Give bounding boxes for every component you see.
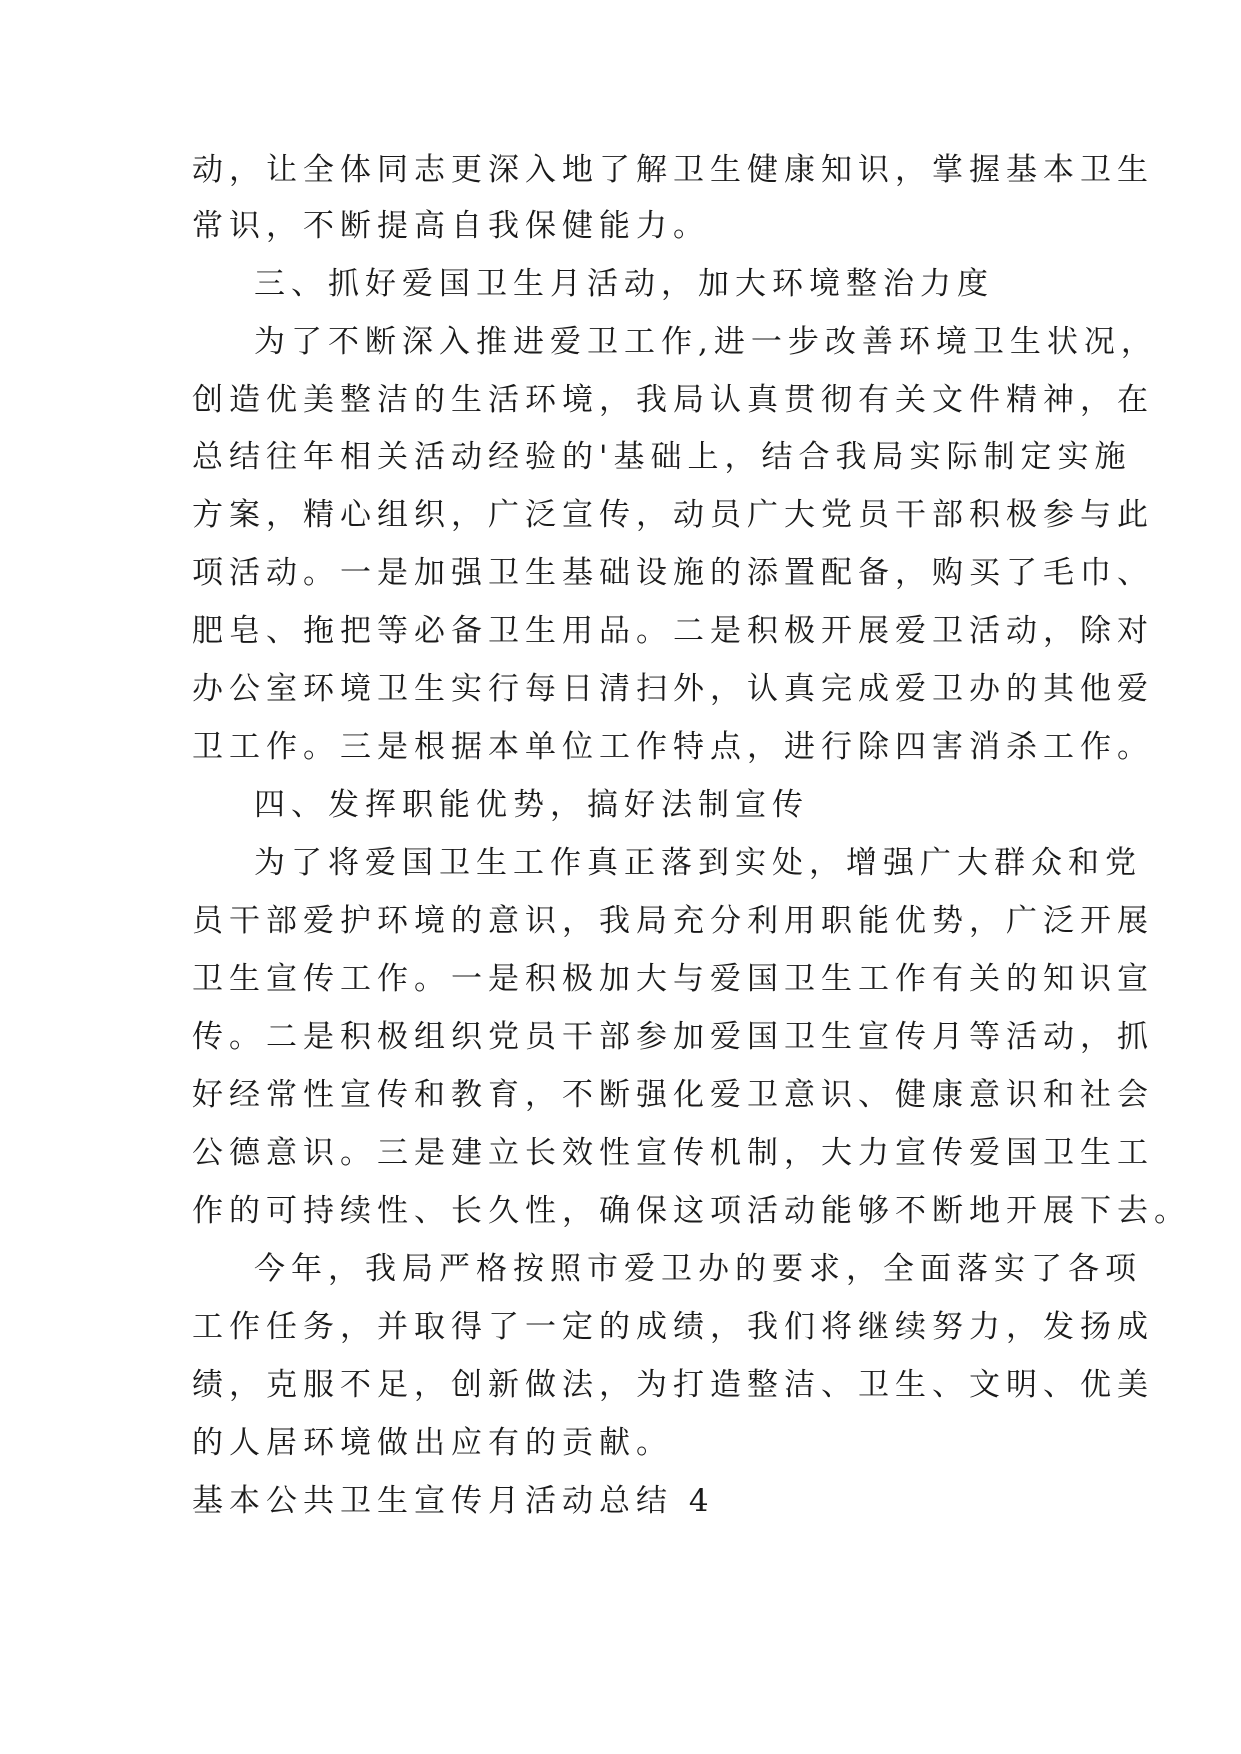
text-line: 今年，我局严格按照市爱卫办的要求，全面落实了各项 (254, 1251, 1142, 1287)
text-line: 为了不断深入推进爱卫工作,进一步改善环境卫生状况， (254, 324, 1158, 360)
text-line: 好经常性宣传和教育，不断强化爱卫意识、健康意识和社会 (192, 1077, 1154, 1113)
text-line: 绩，克服不足，创新做法，为打造整洁、卫生、文明、优美 (192, 1367, 1154, 1403)
text-line: 传。二是积极组织党员干部参加爱国卫生宣传月等活动，抓 (192, 1019, 1154, 1055)
section-heading: 三、抓好爱国卫生月活动，加大环境整治力度 (254, 266, 994, 302)
text-line: 卫工作。三是根据本单位工作特点，进行除四害消杀工作。 (192, 729, 1154, 765)
text-line: 常识，不断提高自我保健能力。 (192, 208, 710, 244)
text-line: 为了将爱国卫生工作真正落到实处，增强广大群众和党 (254, 845, 1142, 881)
text-line: 方案，精心组织，广泛宣传，动员广大党员干部积极参与此 (192, 497, 1154, 533)
text-line: 办公室环境卫生实行每日清扫外，认真完成爱卫办的其他爱 (192, 671, 1154, 707)
text-line: 的人居环境做出应有的贡献。 (192, 1425, 673, 1461)
document-title: 基本公共卫生宣传月活动总结 4 (192, 1483, 715, 1519)
section-heading: 四、发挥职能优势，搞好法制宣传 (254, 787, 809, 823)
text-line: 总结往年相关活动经验的'基础上，结合我局实际制定实施 (192, 439, 1132, 475)
text-line: 项活动。一是加强卫生基础设施的添置配备，购买了毛巾、 (192, 555, 1154, 591)
text-line: 肥皂、拖把等必备卫生用品。二是积极开展爱卫活动，除对 (192, 613, 1154, 649)
text-line: 动，让全体同志更深入地了解卫生健康知识，掌握基本卫生 (192, 152, 1154, 188)
text-line: 员干部爱护环境的意识，我局充分利用职能优势，广泛开展 (192, 903, 1154, 939)
text-line: 工作任务，并取得了一定的成绩，我们将继续努力，发扬成 (192, 1309, 1154, 1345)
text-line: 卫生宣传工作。一是积极加大与爱国卫生工作有关的知识宣 (192, 961, 1154, 997)
text-line: 公德意识。三是建立长效性宣传机制，大力宣传爱国卫生工 (192, 1135, 1154, 1171)
text-line: 创造优美整洁的生活环境，我局认真贯彻有关文件精神，在 (192, 382, 1154, 418)
text-line: 作的可持续性、长久性，确保这项活动能够不断地开展下去。 (192, 1193, 1191, 1229)
